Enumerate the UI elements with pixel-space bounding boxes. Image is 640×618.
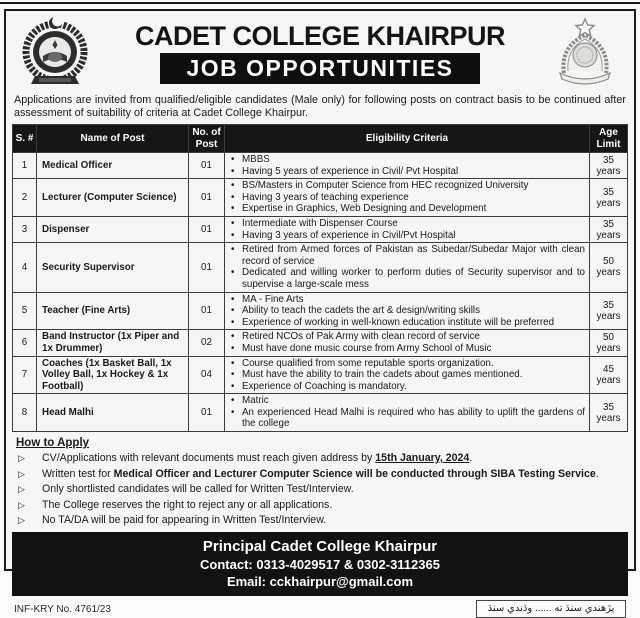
- intro-text: Applications are invited from qualified/eligible candidates (Male only) for following posts on contract basis to be continued after assessment of suitability of criteria at Cadet College Khairpur.: [14, 94, 626, 119]
- apply-item-text: [42, 452, 472, 465]
- cell-post-name: Security Supervisor: [37, 243, 189, 292]
- cell-post-count: 01: [189, 394, 225, 432]
- criteria-item: • MBBS: [229, 154, 585, 166]
- criteria-item: • Having 5 years of experience in Civil/ Pvt Hospital: [229, 166, 585, 178]
- table-row: [13, 292, 628, 330]
- table-row: [13, 243, 628, 292]
- apply-item-text: [42, 499, 332, 512]
- contact-box: [12, 532, 628, 596]
- cell-age-limit: 45 years: [590, 356, 628, 394]
- arrow-bullet-icon: ▷: [18, 499, 25, 510]
- principal-title: Principal Cadet College Khairpur: [202, 538, 438, 556]
- college-crest-icon: [16, 16, 94, 90]
- apply-item: [16, 468, 624, 481]
- apply-text-segment: No TA/DA will be paid for appearing in Written Test/Interview.: [42, 514, 327, 527]
- col-header-sno: S. #: [13, 125, 37, 153]
- cell-age-limit: 35 years: [590, 179, 628, 217]
- apply-text-segment: The College reserves the right to reject any or all applications.: [42, 498, 333, 511]
- criteria-item: • Experience of working in well-known education institute will be preferred: [229, 317, 585, 329]
- cell-post-count: 01: [189, 243, 225, 292]
- table-row: [13, 179, 628, 217]
- cell-age-limit: 35 years: [590, 394, 628, 432]
- criteria-item: • Expertise in Graphics, Web Designing and Development: [229, 203, 585, 215]
- how-to-apply-heading: How to Apply: [16, 437, 90, 450]
- contact-email: Email: cckhairpur@gmail.com: [226, 574, 414, 590]
- footer: [6, 596, 634, 618]
- apply-item-text: [42, 468, 599, 481]
- cell-post-name: Coaches (1x Basket Ball, 1x Volley Ball, 1x Hockey & 1x Football): [37, 356, 189, 394]
- arrow-bullet-icon: ▷: [18, 468, 25, 479]
- cell-age-limit: 50 years: [590, 330, 628, 356]
- cell-criteria: [225, 356, 590, 394]
- how-to-apply-list: [16, 452, 624, 527]
- table-row: [13, 153, 628, 179]
- cell-criteria: [225, 292, 590, 330]
- sindh-government-emblem-icon: [546, 15, 624, 91]
- criteria-list: [229, 358, 585, 393]
- apply-item-text: [42, 483, 354, 496]
- apply-item-text: [42, 514, 326, 527]
- criteria-list: [229, 218, 585, 241]
- posts-table-head: [13, 125, 628, 153]
- criteria-item: • Matric: [229, 395, 585, 407]
- cell-criteria: [225, 216, 590, 242]
- cell-criteria: [225, 394, 590, 432]
- cell-age-limit: 35 years: [590, 292, 628, 330]
- criteria-item: • Having 3 years of experience in Civil/Pvt Hospital: [229, 230, 585, 242]
- cell-post-name: Head Malhi: [37, 394, 189, 432]
- contact-phones: Contact: 0313-4029517 & 0302-3112365: [200, 557, 440, 573]
- criteria-list: [229, 331, 585, 354]
- criteria-item: • Retired from Armed forces of Pakistan as Subedar/Subedar Major with clean record of service: [229, 244, 585, 267]
- criteria-item: • Course qualified from some reputable sports organization.: [229, 358, 585, 370]
- apply-text-segment: .: [469, 452, 473, 465]
- cell-age-limit: 35 years: [590, 153, 628, 179]
- cell-sno: 4: [13, 243, 37, 292]
- page-title: CADET COLLEGE KHAIRPUR: [134, 21, 505, 51]
- cell-criteria: [225, 330, 590, 356]
- cell-sno: 1: [13, 153, 37, 179]
- job-opportunities-banner: JOB OPPORTUNITIES: [160, 53, 479, 84]
- arrow-bullet-icon: ▷: [18, 453, 25, 464]
- cell-sno: 7: [13, 356, 37, 394]
- criteria-item: • Intermediate with Dispenser Course: [229, 218, 585, 230]
- criteria-item: • Dedicated and willing worker to perform duties of Security supervisor and to supervise a large-scale mess: [229, 267, 585, 290]
- apply-text-segment: Written test for: [42, 467, 114, 480]
- cell-post-name: Teacher (Fine Arts): [37, 292, 189, 330]
- criteria-list: [229, 244, 585, 290]
- cell-post-name: Band Instructor (1x Piper and 1x Drummer): [37, 330, 189, 356]
- col-header-criteria: Eligibility Criteria: [225, 125, 590, 153]
- how-to-apply-section: [6, 432, 634, 527]
- apply-text-segment: Medical Officer and Lecturer Computer Science will be conducted through SIBA Testing Service: [113, 467, 596, 480]
- criteria-item: • Ability to teach the cadets the art & design/writing skills: [229, 305, 585, 317]
- cell-post-count: 01: [189, 216, 225, 242]
- col-header-age: Age Limit: [590, 125, 628, 153]
- criteria-item: • Experience of Coaching is mandatory.: [229, 381, 585, 393]
- cell-criteria: [225, 243, 590, 292]
- table-row: [13, 216, 628, 242]
- cell-criteria: [225, 179, 590, 217]
- apply-text-segment: .: [595, 467, 599, 480]
- header: [6, 11, 634, 91]
- cell-post-count: 04: [189, 356, 225, 394]
- criteria-list: [229, 154, 585, 177]
- criteria-list: [229, 294, 585, 329]
- newspaper-top-rule: [0, 2, 640, 4]
- criteria-item: • Must have done music course from Army School of Music: [229, 343, 585, 355]
- arrow-bullet-icon: ▷: [18, 515, 25, 526]
- posts-table: [12, 124, 628, 432]
- table-row: [13, 356, 628, 394]
- arrow-bullet-icon: ▷: [18, 484, 25, 495]
- criteria-item: • BS/Masters in Computer Science from HEC recognized University: [229, 180, 585, 192]
- table-header-row: [13, 125, 628, 153]
- sindhi-slogan: پڙهندي سنڌ ته ...... وڌندي سنڌ: [476, 600, 626, 618]
- criteria-item: • An experienced Head Malhi is required who has ability to uplift the gardens of the college: [229, 407, 585, 430]
- apply-item: [16, 483, 624, 496]
- apply-text-segment: 15th January, 2024: [375, 452, 470, 465]
- advertisement-frame: [4, 9, 636, 615]
- cell-age-limit: 35 years: [590, 216, 628, 242]
- advertisement-ref-no: INF-KRY No. 4761/23: [14, 603, 111, 615]
- apply-item: [16, 514, 624, 527]
- cell-criteria: [225, 153, 590, 179]
- apply-text-segment: Only shortlisted candidates will be called for Written Test/Interview.: [42, 483, 354, 496]
- cell-sno: 2: [13, 179, 37, 217]
- apply-item: [16, 452, 624, 465]
- criteria-item: • MA - Fine Arts: [229, 294, 585, 306]
- cell-post-count: 01: [189, 292, 225, 330]
- cell-sno: 3: [13, 216, 37, 242]
- table-row: [13, 394, 628, 432]
- criteria-item: • Having 3 years of teaching experience: [229, 192, 585, 204]
- criteria-item: • Retired NCOs of Pak Army with clean record of service: [229, 331, 585, 343]
- cell-sno: 6: [13, 330, 37, 356]
- criteria-item: • Must have the ability to train the cadets about games mentioned.: [229, 369, 585, 381]
- apply-text-segment: CV/Applications with relevant documents must reach given address by: [42, 452, 376, 465]
- col-header-post: Name of Post: [37, 125, 189, 153]
- cell-post-count: 01: [189, 179, 225, 217]
- cell-post-name: Medical Officer: [37, 153, 189, 179]
- cell-sno: 8: [13, 394, 37, 432]
- cell-age-limit: 50 years: [590, 243, 628, 292]
- criteria-list: [229, 395, 585, 430]
- cell-post-name: Lecturer (Computer Science): [37, 179, 189, 217]
- cell-sno: 5: [13, 292, 37, 330]
- cell-post-name: Dispenser: [37, 216, 189, 242]
- col-header-count: No. of Post: [189, 125, 225, 153]
- cell-post-count: 01: [189, 153, 225, 179]
- cell-post-count: 02: [189, 330, 225, 356]
- criteria-list: [229, 180, 585, 215]
- table-row: [13, 330, 628, 356]
- apply-item: [16, 499, 624, 512]
- header-titles: [94, 21, 546, 84]
- posts-table-body: [13, 153, 628, 432]
